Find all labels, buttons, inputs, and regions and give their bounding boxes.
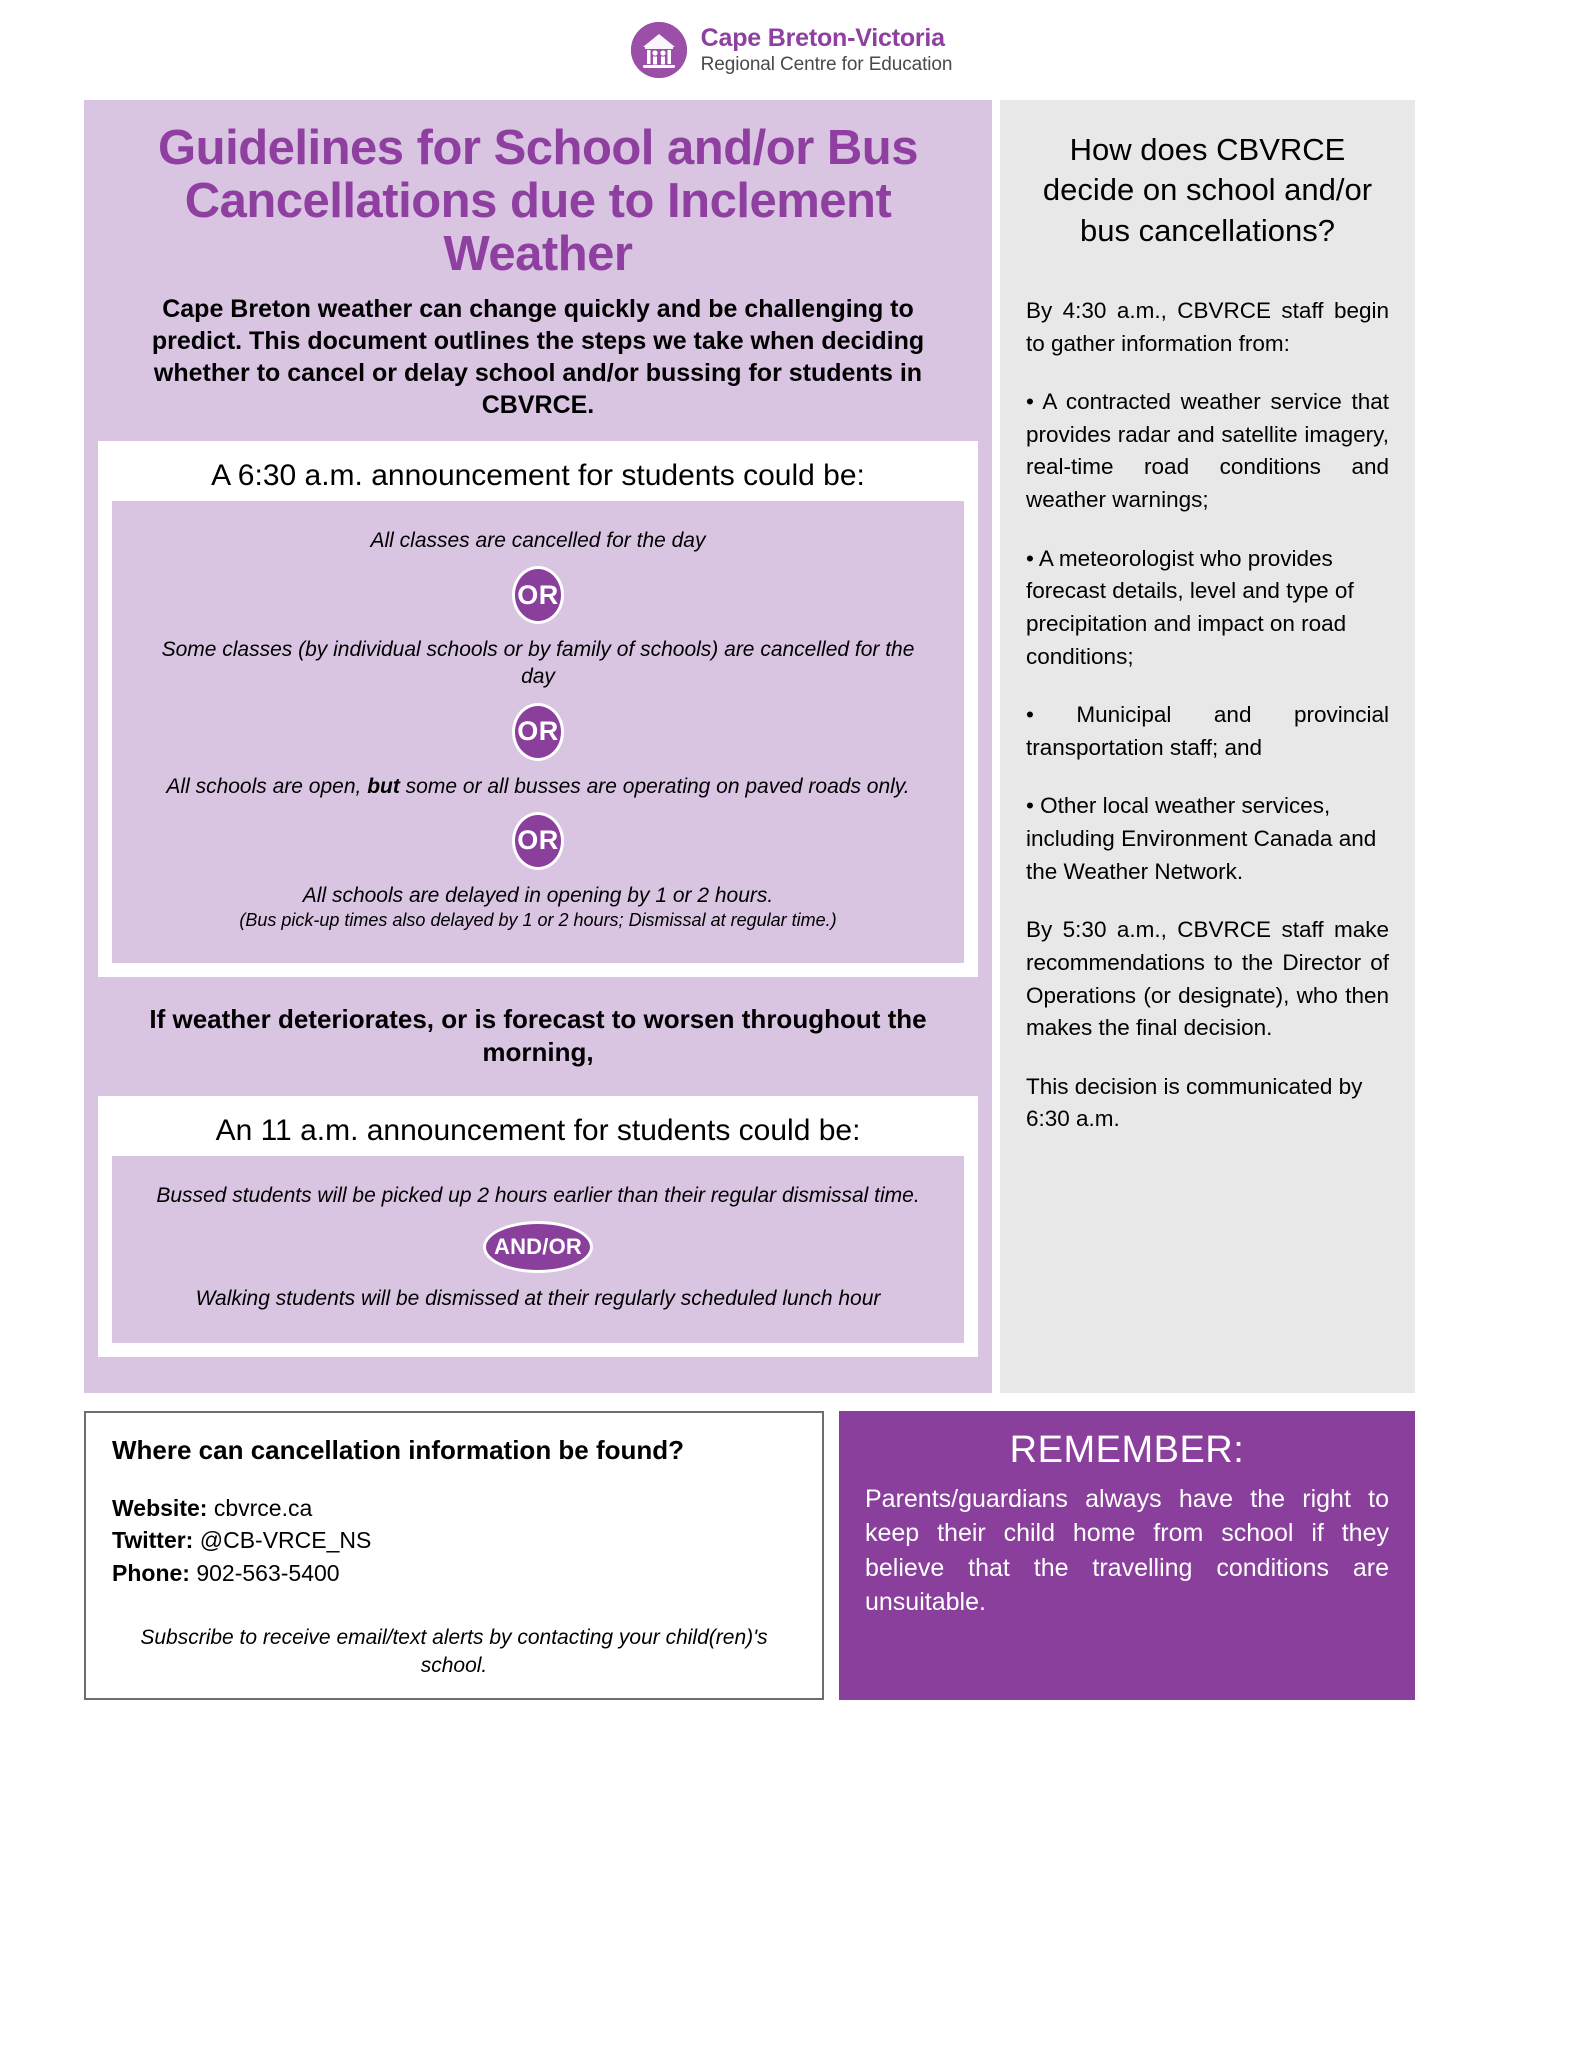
option-item: Walking students will be dismissed at their regularly scheduled lunch hour [195, 1287, 881, 1311]
card-11am-options [112, 1156, 964, 1343]
option-item: All classes are cancelled for the day [370, 528, 706, 552]
separator-or-1 [142, 566, 934, 624]
contact-phone-row [112, 1557, 796, 1590]
phone-value[interactable]: 902-563-5400 [196, 1560, 340, 1587]
option-text: All schools are delayed in opening by 1 or 2 hours. [302, 883, 774, 907]
announcement-card-630 [98, 441, 978, 977]
option-text-emphasis: but [367, 774, 400, 798]
logo-name-primary: Cape Breton-Victoria [700, 24, 945, 53]
right-bullet: • Municipal and provincial transportation staff; and [1026, 702, 1389, 760]
logo-text [701, 25, 953, 74]
page-footer [84, 1411, 1499, 1701]
right-paragraph: This decision is communicated by 6:30 a.m. [1026, 1073, 1363, 1132]
option-text-pre: All schools are open, [166, 774, 368, 798]
right-paragraph: By 5:30 a.m., CBVRCE staff make recommendations to the Director of Operations (or designate), who then makes the final decision. [1026, 917, 1389, 1041]
twitter-label: Twitter: [112, 1527, 194, 1554]
weather-deterioration-note: If weather deteriorates, or is forecast to worsen throughout the morning, [149, 1003, 927, 1068]
right-bullet: • A contracted weather service that provides radar and satellite imagery, real-time road conditions and weather warnings; [1026, 389, 1389, 513]
card-630-options [112, 501, 964, 963]
option-item [142, 882, 934, 933]
announcement-card-11am [98, 1096, 978, 1357]
page-title: Guidelines for School and/or Bus Cancellations due to Inclement Weather [158, 121, 918, 281]
contact-info-box [84, 1411, 824, 1701]
main-content [84, 100, 1499, 1393]
separator-and-or [142, 1221, 934, 1273]
twitter-value[interactable]: @CB-VRCE_NS [199, 1527, 372, 1554]
contact-twitter-row [112, 1524, 796, 1557]
option-item: Bussed students will be picked up 2 hours earlier than their regular dismissal time. [156, 1184, 920, 1208]
subscribe-note: Subscribe to receive email/text alerts by contacting your child(ren)'s school. [140, 1625, 768, 1678]
option-item: Some classes (by individual schools or by family of schools) are cancelled for the day [161, 638, 915, 689]
remember-body [865, 1482, 1389, 1620]
logo-name-secondary: Regional Centre for Education [700, 53, 953, 75]
right-paragraph: By 4:30 a.m., CBVRCE staff begin to gather information from: [1026, 297, 1389, 356]
option-item [142, 773, 934, 800]
right-bullet: • Other local weather services, including Environment Canada and the Weather Network. [1026, 793, 1377, 884]
separator-or-3 [142, 812, 934, 870]
card-630-heading: A 6:30 a.m. announcement for students could be: [211, 458, 865, 492]
contact-website-row [112, 1492, 796, 1525]
right-panel-question: How does CBVRCE decide on school and/or bus cancellations? [1042, 132, 1373, 248]
contact-heading: Where can cancellation information be found? [112, 1434, 685, 1465]
remember-body-part1: Parents/guardians always have the right to keep their child home from [865, 1484, 1389, 1548]
phone-label: Phone: [112, 1560, 190, 1587]
website-label: Website: [112, 1494, 208, 1521]
left-panel-spacer [84, 1357, 992, 1393]
separator-or-2 [142, 703, 934, 761]
website-value[interactable]: cbvrce.ca [213, 1494, 313, 1521]
organization-logo [631, 22, 953, 78]
or-badge: OR [512, 566, 564, 624]
or-badge: OR [512, 703, 564, 761]
intro-paragraph: Cape Breton weather can change quickly and be challenging to predict. This document outlines the steps we take when deciding whether to cancel or delay school and/or bussing for students in CBVRCE. [151, 294, 925, 419]
gazebo-logo-icon [631, 22, 687, 78]
and-or-badge: AND/OR [483, 1221, 593, 1273]
column-divider [992, 100, 1000, 1393]
right-bullet: • A meteorologist who provides forecast details, level and type of precipitation and impact on road conditions; [1026, 545, 1354, 669]
option-subnote: (Bus pick-up times also delayed by 1 or 2 hours; Dismissal at regular time.) [239, 910, 837, 931]
or-badge: OR [512, 812, 564, 870]
footer-divider [824, 1411, 839, 1701]
left-panel [84, 100, 992, 1393]
remember-body-part2: school if they believe that the travelling conditions are unsuitable. [865, 1519, 1389, 1617]
card-11am-heading: An 11 a.m. announcement for students could be: [215, 1114, 861, 1148]
page-header [0, 0, 1583, 100]
remember-box [839, 1411, 1415, 1701]
remember-title: REMEMBER: [1009, 1428, 1245, 1471]
right-panel [1000, 100, 1415, 1393]
option-text-post: some or all busses are operating on paved roads only. [399, 774, 910, 798]
